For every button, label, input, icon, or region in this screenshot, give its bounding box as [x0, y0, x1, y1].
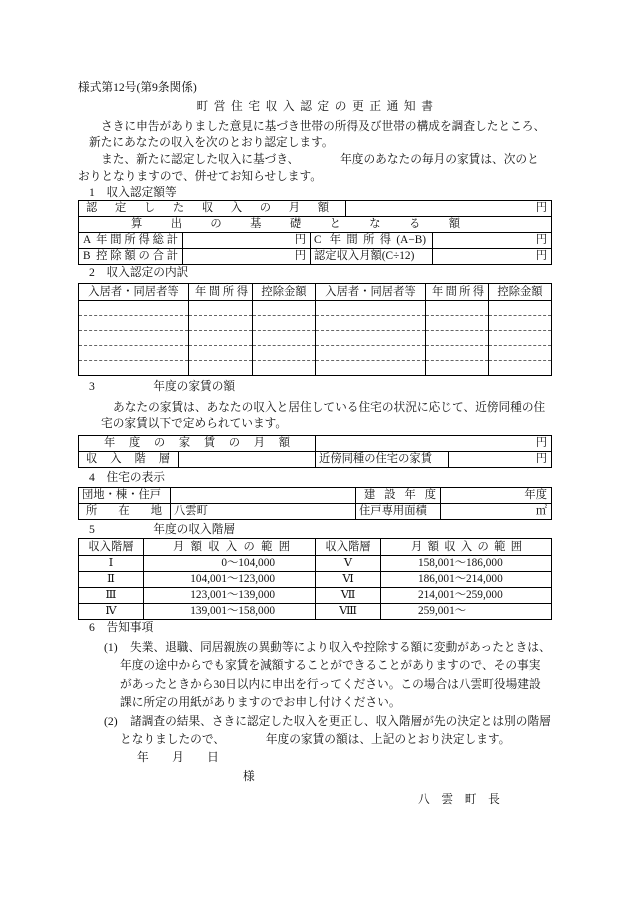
section-heading-rent: 3 年度の家賃の額 — [89, 380, 236, 393]
table-row — [79, 556, 552, 572]
empty-cell — [489, 361, 552, 376]
empty-cell — [426, 361, 489, 376]
range-cell: 259,001～ — [381, 604, 552, 620]
income-bracket-value — [179, 452, 316, 468]
empty-cell — [489, 316, 552, 331]
intro-line: さきに申告がありました意見に基づき世帯の所得及び世帯の構成を調査したところ、 — [101, 120, 546, 133]
empty-cell — [316, 331, 426, 346]
table-row — [79, 604, 552, 620]
income-bracket-label: 収入階層 — [79, 452, 179, 468]
form-number: 様式第12号(第9条関係) — [78, 81, 197, 94]
basis-label: 算出の基礎となる額 — [79, 217, 552, 233]
complex-label: 団地・棟・住戸 — [79, 488, 171, 504]
empty-cell — [253, 301, 316, 316]
empty-cell — [79, 361, 189, 376]
bracket-cell: Ⅰ — [79, 556, 144, 572]
nearby-rent-unit: 円 — [449, 452, 552, 468]
empty-cell — [426, 316, 489, 331]
empty-cell — [316, 361, 426, 376]
notice-line: 年度の途中からでも家賃を減額することができることがありますので、その事実 — [120, 659, 541, 672]
notice-line: があったときから30日以内に申出を行ってください。この場合は八雲町役場建設 — [120, 678, 541, 691]
column-header-deduction: 控除金額 — [253, 284, 316, 301]
nearby-rent-label: 近傍同種の住宅の家賃 — [316, 452, 449, 468]
empty-cell — [189, 301, 253, 316]
recognized-monthly-income-unit: 円 — [433, 249, 552, 265]
annual-income-label: C 年間所得(A−B) — [311, 233, 433, 249]
intro-line: 新たにあなたの収入を次のとおり認定します。 — [89, 136, 334, 149]
empty-cell — [253, 316, 316, 331]
date-line: 年 月 日 — [137, 751, 219, 764]
empty-cell — [316, 301, 426, 316]
monthly-income-unit: 円 — [346, 201, 552, 217]
empty-cell — [489, 331, 552, 346]
empty-cell — [189, 331, 253, 346]
column-header-bracket: 収入階層 — [316, 539, 381, 556]
intro-line: また、新たに認定した収入に基づき、 年度のあなたの毎月の家賃は、次のと — [101, 153, 539, 166]
income-recognition-table — [78, 200, 552, 265]
location-label: 所在地 — [79, 504, 171, 520]
column-header-resident: 入居者・同居者等 — [79, 284, 189, 301]
column-header-resident: 入居者・同居者等 — [316, 284, 426, 301]
construction-year-label: 建設年度 — [356, 488, 441, 504]
housing-table — [78, 487, 552, 520]
section-heading-notices: 6 告知事項 — [89, 621, 154, 634]
construction-year-unit: 年度 — [441, 488, 552, 504]
table-row — [79, 331, 552, 346]
column-header-bracket: 収入階層 — [79, 539, 144, 556]
bracket-cell: Ⅷ — [316, 604, 381, 620]
income-breakdown-table — [78, 283, 552, 376]
empty-cell — [489, 301, 552, 316]
column-header-annual-income: 年間所得 — [189, 284, 253, 301]
issuer-name: 八 雲 町 長 — [418, 793, 500, 806]
empty-cell — [79, 316, 189, 331]
range-cell: 139,001～158,000 — [144, 604, 316, 620]
location-value: 八雲町 — [171, 504, 356, 520]
deduction-total-unit: 円 — [183, 249, 311, 265]
annual-income-unit: 円 — [433, 233, 552, 249]
intro-line: おりとなりますので、併せてお知らせします。 — [78, 170, 322, 183]
empty-cell — [253, 331, 316, 346]
notice-line: となりましたので、 年度の家賃の額は、上記のとおり決定します。 — [120, 733, 511, 746]
bracket-cell: Ⅳ — [79, 604, 144, 620]
rent-explanation-line: あなたの家賃は、あなたの収入と居住している住宅の状況に応じて、近傍同種の住 — [113, 401, 546, 414]
empty-cell — [426, 301, 489, 316]
income-bracket-table — [78, 538, 552, 620]
notice-line: 失業、退職、同居親族の異動等により収入や控除する額に変動があったときは、 — [130, 641, 551, 654]
table-row — [79, 316, 552, 331]
range-cell: 0～104,000 — [144, 556, 316, 572]
notice-line: 諸調査の結果、さきに認定した収入を更正し、収入階層が先の決定とは別の階層 — [130, 715, 551, 728]
section-heading-income-recognition: 1 収入認定額等 — [89, 186, 177, 199]
range-cell: 214,001～259,000 — [381, 588, 552, 604]
notice-number: (2) — [104, 715, 118, 728]
empty-cell — [79, 301, 189, 316]
document-title: 町営住宅収入認定の更正通知書 — [196, 100, 439, 113]
empty-cell — [489, 346, 552, 361]
rent-table — [78, 435, 552, 468]
recognized-monthly-income-label: 認定収入月額(C÷12) — [311, 249, 433, 265]
floor-area-label: 住戸専用面積 — [356, 504, 441, 520]
bracket-cell: Ⅴ — [316, 556, 381, 572]
empty-cell — [189, 316, 253, 331]
empty-cell — [253, 361, 316, 376]
table-row — [79, 588, 552, 604]
annual-income-total-label: A 年間所得総計 — [79, 233, 183, 249]
rent-explanation-line: 宅の家賃以下で定められています。 — [101, 417, 288, 430]
bracket-cell: Ⅵ — [316, 572, 381, 588]
empty-cell — [189, 361, 253, 376]
empty-cell — [316, 346, 426, 361]
monthly-rent-label: 年度の家賃の月額 — [79, 436, 316, 452]
complex-value — [171, 488, 356, 504]
section-heading-income-brackets: 5 年度の収入階層 — [89, 523, 236, 536]
floor-area-unit: ㎡ — [441, 504, 552, 520]
annual-income-total-unit: 円 — [183, 233, 311, 249]
table-row — [79, 361, 552, 376]
empty-cell — [253, 346, 316, 361]
column-header-annual-income: 年間所得 — [426, 284, 489, 301]
empty-cell — [426, 331, 489, 346]
bracket-cell: Ⅲ — [79, 588, 144, 604]
column-header-deduction: 控除金額 — [489, 284, 552, 301]
range-cell: 186,001～214,000 — [381, 572, 552, 588]
bracket-cell: Ⅱ — [79, 572, 144, 588]
empty-cell — [189, 346, 253, 361]
table-row — [79, 572, 552, 588]
range-cell: 158,001～186,000 — [381, 556, 552, 572]
monthly-rent-unit: 円 — [316, 436, 552, 452]
deduction-total-label: B 控除額の合計 — [79, 249, 183, 265]
section-heading-housing: 4 住宅の表示 — [89, 471, 165, 484]
empty-cell — [316, 316, 426, 331]
addressee-suffix: 様 — [243, 770, 255, 783]
range-cell: 104,001～123,000 — [144, 572, 316, 588]
empty-cell — [426, 346, 489, 361]
monthly-income-label: 認定した収入の月額 — [79, 201, 346, 217]
column-header-range: 月額収入の範囲 — [381, 539, 552, 556]
section-heading-income-breakdown: 2 収入認定の内訳 — [89, 266, 189, 279]
table-row — [79, 346, 552, 361]
bracket-cell: Ⅶ — [316, 588, 381, 604]
empty-cell — [79, 346, 189, 361]
column-header-range: 月額収入の範囲 — [144, 539, 316, 556]
range-cell: 123,001～139,000 — [144, 588, 316, 604]
empty-cell — [79, 331, 189, 346]
notice-line: 課に所定の用紙がありますのでお申し付けください。 — [120, 696, 401, 709]
table-row — [79, 301, 552, 316]
notice-number: (1) — [104, 641, 118, 654]
